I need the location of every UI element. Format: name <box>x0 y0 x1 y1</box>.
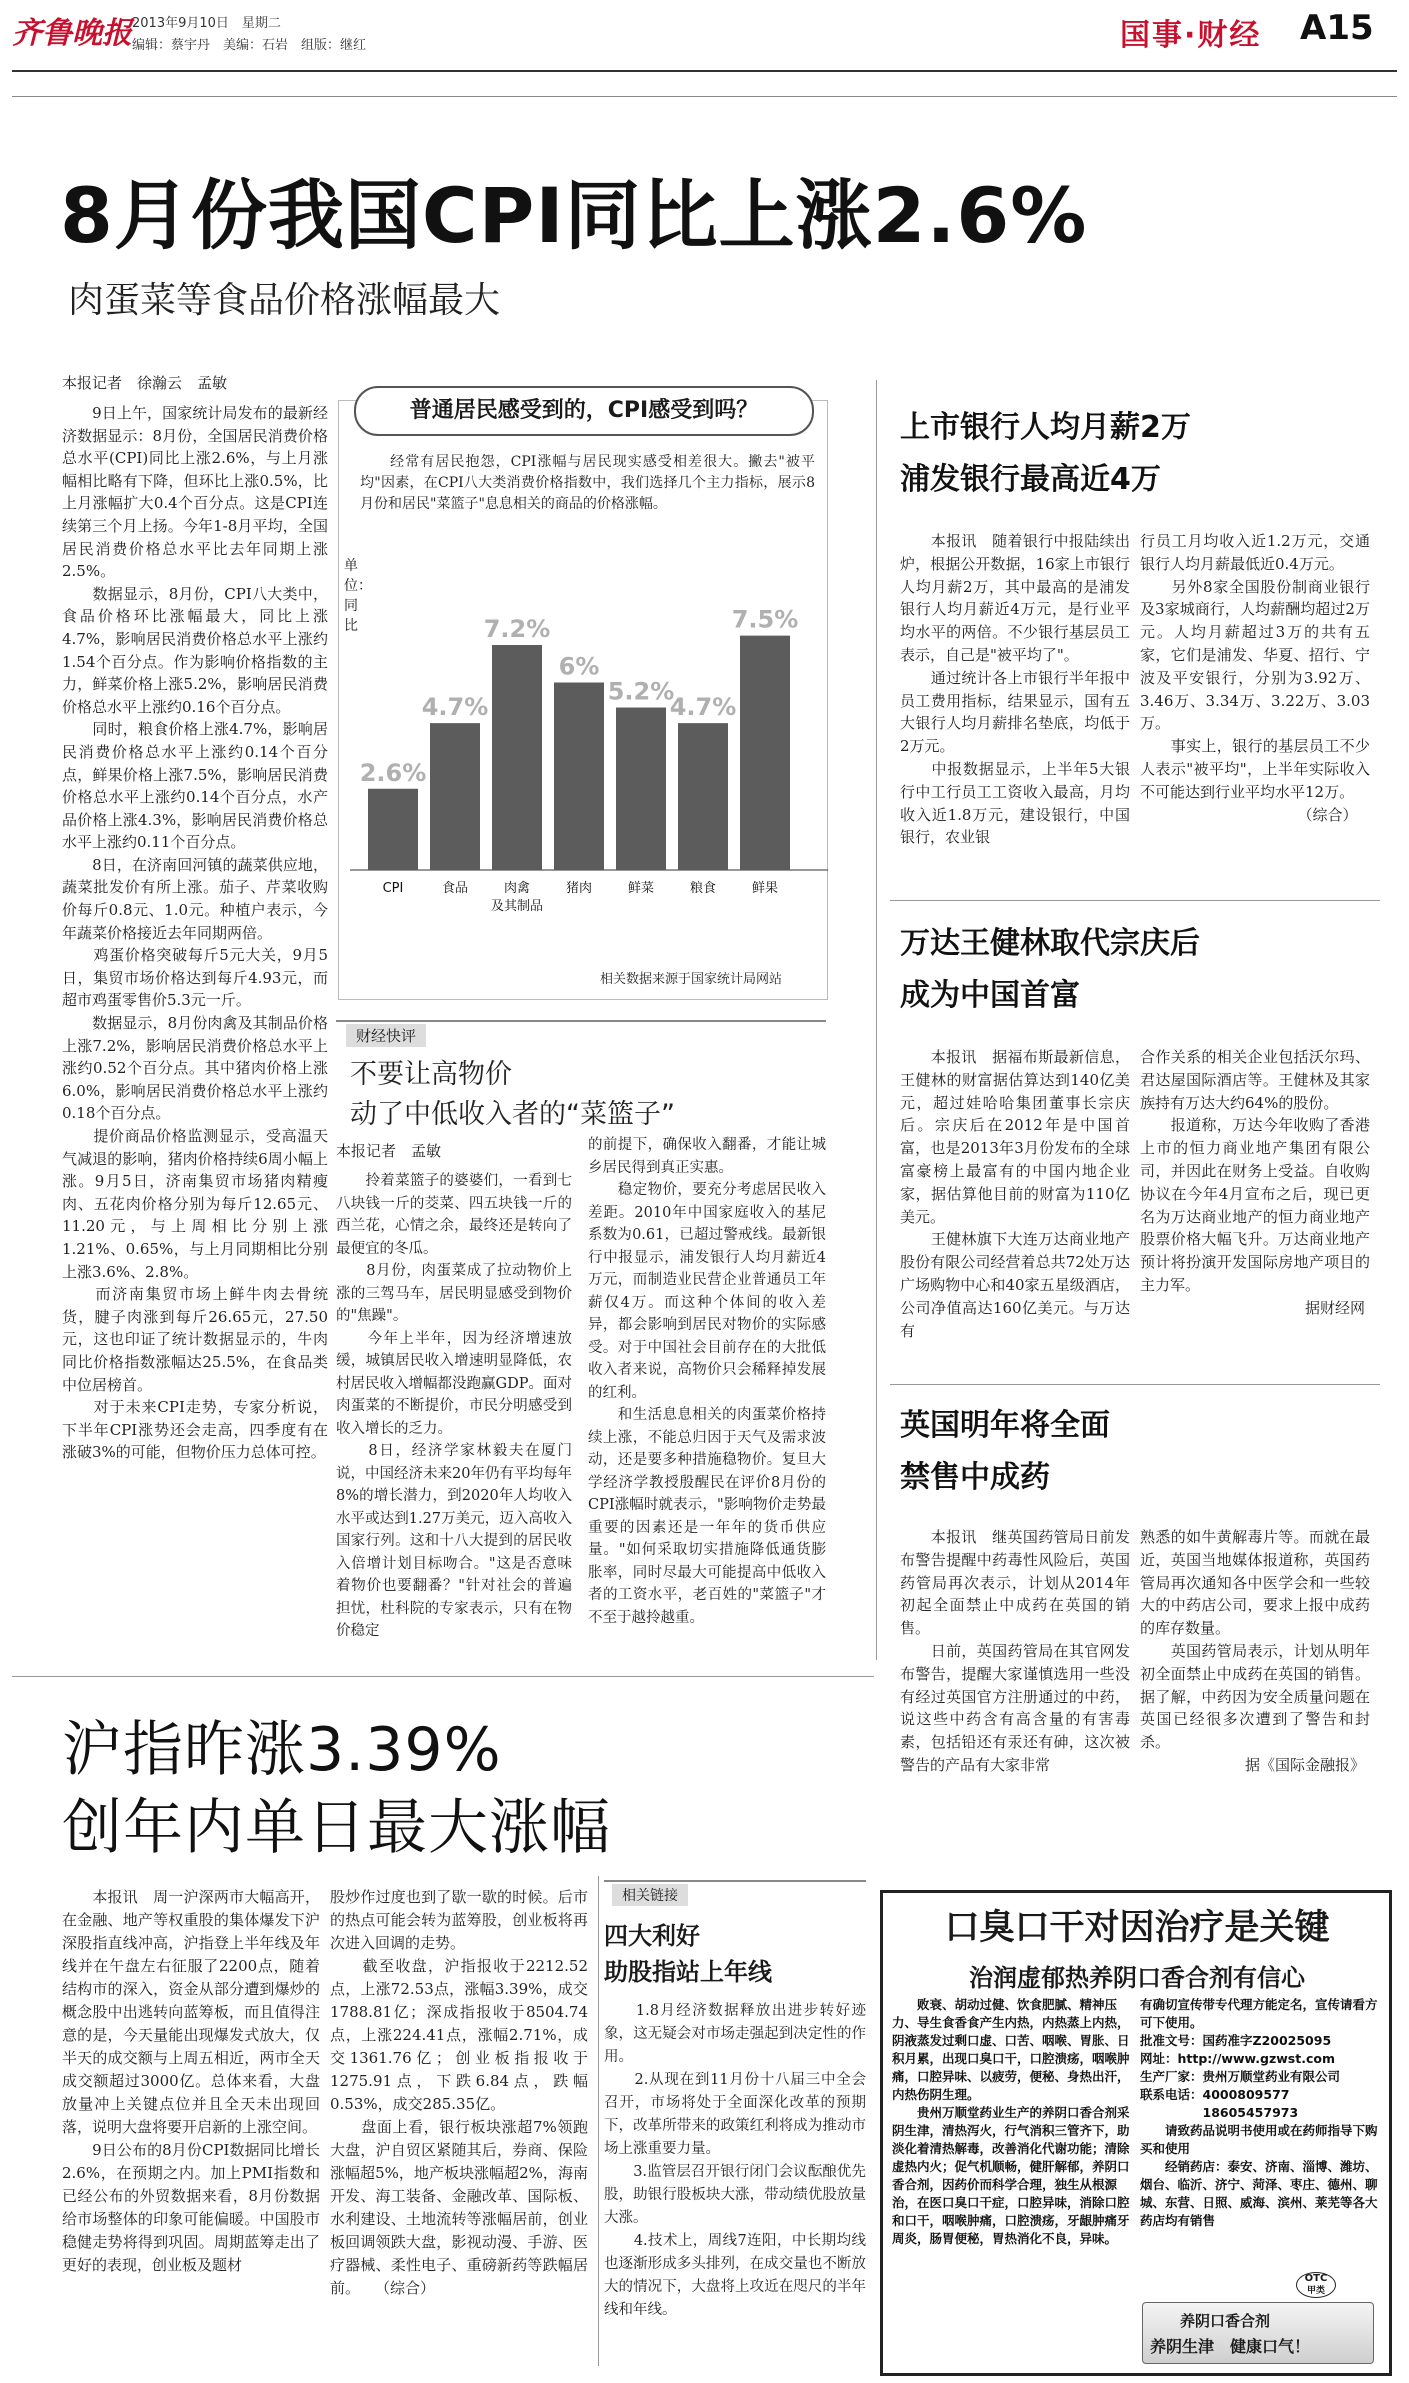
chart-bar <box>678 723 728 870</box>
wanda-col-1: 本报讯 据福布斯最新信息，王健林的财富据估算达到140亿美元，超过娃哈哈集团董事长宗庆后。宗庆后在2012年是中国首富，也是2013年3月份发布的全球富豪榜上最富有的中国内地企业家，据估算他目前的财富为110亿美元。 王健林旗下大连万达商业地产股份有限公司经营着总共72处万达广场购物中心和40家五星级酒店，公司净值高达160亿美元。与万达有 <box>900 1048 1130 1340</box>
lead-body: 9日上午，国家统计局发布的最新经济数据显示：8月份，全国居民消费价格总水平(CPI)同比上涨2.6%，与上月涨幅相比略有下降，但环比上涨0.5%，比上月涨幅扩大0.4个百分点。这是CPI连续第三个月上扬。今年1-8月平均，全国居民消费价格总水平比去年同期上涨2.5%。 数据显示，8月份，CPI八大类中，食品价格环比涨幅最大，同比上涨4.7%，影响居民消费价格总水平上涨约1.54个百分点。作为影响价格指数的主力，鲜菜价格上涨5.2%，影响居民消费价格总水平上涨约0.16个百分点。 同时，粮食价格上涨4.7%，影响居民消费价格总水平上涨约0.14个百分点，鲜果价格上涨7.5%，影响居民消费价格总水平上涨约0.14个百分点，水产品价格上涨4.3%，影响居民消费价格总水平上涨约0.11个百分点。 8日，在济南回河镇的蔬菜供应地，蔬菜批发价有所上涨。茄子、芹菜收购价每斤0.8元、1.0元。种植户表示，今年蔬菜价格接近去年同期两倍。 鸡蛋价格突破每斤5元大关，9月5日，集贸市场价格达到每斤4.93元，而超市鸡蛋零售价5.3元一斤。 数据显示，8月份肉禽及其制品价格上涨7.2%，影响居民消费价格总水平上涨约0.52个百分点。其中猪肉价格上涨6.0%，影响居民消费价格总水平上涨约0.18个百分点。 提价商品价格监测显示，受高温天气减退的影响，猪肉价格持续6周小幅上涨。9月5日，济南集贸市场猪肉精瘦肉、五花肉价格分别为每斤12.65元、11.20元，与上周相比分别上涨1.21%、0.65%，与上月同期相比分别上涨3.6%、2.8%。 而济南集贸市场上鲜牛肉去骨统货，腱子肉涨到每斤26.65元，27.50元，这也印证了统计数据显示的，牛肉同比价格指数涨幅达25.5%，在食品类中位居榜首。 对于未来CPI走势，专家分析说，下半年CPI涨势还会走高，四季度有在涨破3%的可能，但物价压力总体可控。 <box>62 404 328 1462</box>
uk-rule <box>890 1384 1380 1385</box>
stock-col-2: 股炒作过度也到了歇一歇的时候。后市的热点可能会转为蓝筹股，创业板将再次进入回调的走势。 截至收盘，沪指报收于2212.52点，上涨72.53点，涨幅3.39%，成交1788.81亿；深成指报收于8504.74点，上涨224.41点，涨幅2.71%，成交1361.76亿；创业板指报收于1275.91点，下跌6.84点，跌幅0.53%，成交285.35亿。 盘面上看，银行板块涨超7%领跑大盘，沪自贸区紧随其后，券商、保险涨幅超5%，地产板块涨幅超2%，海南开发、海工装备、金融改革、国际板、水利建设、土地流转等涨幅居前，创业板回调领跌大盘，影视动漫、手游、医疗器械、柔性电子、重磅新药等跌幅居前。 （综合） <box>330 1888 588 2297</box>
uk-title-1: 英国明年将全面 <box>900 1408 1110 1443</box>
related-title-2: 助股指站上年线 <box>604 1958 772 1986</box>
chart-category-label: 肉禽 <box>503 881 531 896</box>
header-rule <box>12 96 1397 97</box>
chart-category-label: CPI <box>382 881 404 896</box>
chart-value-label: 4.7% <box>669 693 737 722</box>
chart-source: 相关数据来源于国家统计局网站 <box>600 972 783 987</box>
chart-bar <box>740 636 790 870</box>
chart-category-label: 及其制品 <box>490 899 544 914</box>
ad-subheadline: 治润虚郁热养阴口香合剂有信心 <box>969 1964 1305 1992</box>
comment-tag: 财经快评 <box>336 1020 826 1046</box>
chart-bar <box>368 789 418 870</box>
comment-col-2: 的前提下，确保收入翻番，才能让城乡居民得到真正实惠。 稳定物价，要充分考虑居民收入差距。2010年中国家庭收入的基尼系数为0.61，已超过警戒线。最新银行中报显示，浦发银行人均月薪近4万元，而制造业民营企业普通员工年薪仅4万。而这种个体间的收入差异，都会影响到居民对物价的实际感受。对于中国社会目前存在的大批低收入者来说，高物价只会稀释掉发展的红利。 和生活息息相关的肉蛋菜价格持续上涨，不能总归因于天气及需求波动，还是要多种措施稳物价。复旦大学经济学教授殷醒民在评价8月份的CPI涨幅时就表示，"影响物价走势最重要的因素还是一年年的货币供应量。"如何采取切实措施降低通货膨胀率，同时尽最大可能提高中低收入者的工资水平，老百姓的"菜篮子"才不至于越拎越重。 <box>588 1137 826 1626</box>
related-title-1: 四大利好 <box>604 1922 700 1950</box>
stock-title-2: 创年内单日最大涨幅 <box>62 1793 611 1863</box>
comment-title-2: 动了中低收入者的“菜篮子” <box>350 1099 675 1130</box>
uk-col-2: 熟悉的如牛黄解毒片等。而就在最近，英国当地媒体报道称，英国药管局再次通知各中医学会和一些较大的中药店公司，要求上报中成药的库存数量。 英国药管局表示，计划从明年初全面禁止中成药在英国的销售。据了解，中药因为安全质量问题在英国已经很多次遭到了警告和封杀。 据《国际金融报》 <box>1140 1528 1370 1774</box>
ad-slogan-1: 养阴口香合剂 <box>1180 2312 1271 2330</box>
wanda-title-1: 万达王健林取代宗庆后 <box>900 926 1200 961</box>
bank-title-2: 浦发银行最高近4万 <box>900 462 1161 497</box>
page-number: A15 <box>1300 8 1374 48</box>
chart-bar <box>554 683 604 871</box>
cpi-bar-chart <box>338 560 828 960</box>
related-tag: 相关链接 <box>604 1880 866 1904</box>
comment-title-1: 不要让高物价 <box>350 1059 512 1090</box>
lead-subtitle: 肉蛋菜等食品价格涨幅最大 <box>68 280 501 321</box>
newspaper-logo: 齐鲁晚报 <box>12 16 132 51</box>
bank-col-1: 本报讯 随着银行中报陆续出炉，根据公开数据，16家上市银行人均月薪2万，其中最高的是浦发银行人均月薪近4万元，是行业平均水平的两倍。不少银行基层员工表示，自己是"被平均了"。 通过统计各上市银行半年报中员工费用指标，结果显示，国有五大银行人均月薪排名垫底，均低于2万元。 中报数据显示，上半年5大银行中工行员工工资收入最高，月均收入近1.8万元，建设银行，中国银行，农业银 <box>900 532 1130 847</box>
comment-byline: 本报记者 孟敏 <box>336 1142 442 1160</box>
stock-rule <box>12 1676 874 1677</box>
stock-title-1: 沪指昨涨3.39% <box>62 1715 502 1785</box>
bank-title-1: 上市银行人均月薪2万 <box>900 410 1191 445</box>
chart-value-label: 5.2% <box>607 677 675 706</box>
chart-value-label: 6% <box>558 652 600 681</box>
ad-headline: 口臭口干对因治疗是关键 <box>944 1908 1330 1948</box>
editorial-staff: 编辑：蔡宇丹 美编：石岩 组版：继红 <box>132 38 367 53</box>
bank-col-2: 行员工月均收入近1.2万元，交通银行人均月薪最低近0.4万元。 另外8家全国股份制商业银行及3家城商行，人均薪酬均超过2万元。人均月薪超过3万的共有五家，它们是浦发、华夏、招行、宁波及平安银行，分别为3.92万、3.46万、3.34万、3.22万、3.03万。 事实上，银行的基层员工不少人表示"被平均"，上半年实际收入不可能达到行业平均水平12万。 （综合） <box>1140 532 1370 824</box>
section-name: 国事·财经 <box>1120 18 1262 53</box>
related-body: 1.8月经济数据释放出进步转好迹象，这无疑会对市场走强起到决定性的作用。 2.从现在到11月份十八届三中全会召开，市场将处于全面深化改革的预期下，改革所带来的政策红利将成为推动市场上涨重要力量。 3.监管层召开银行闭门会议酝酿优先股，助银行股板块大涨，带动绩优股放量大涨。 4.技术上，周线7连阳，中长期均线也逐渐形成多头排列，在成交量也不断放大的情况下，大盘将上攻近在咫尺的半年线和年线。 <box>604 2003 866 2318</box>
lead-headline: 8月份我国CPI同比上涨2.6% <box>60 171 1088 260</box>
otc-badge: OTC 甲类 <box>1296 2272 1336 2298</box>
lead-byline: 本报记者 徐瀚云 孟敏 <box>62 374 228 392</box>
ad-right-text: 有确切宣传带专代理方能定名，宣传请看方可下使用。 批准文号：国药准字Z20025095 网址：http://www.gzwst.com 生产厂家：贵州万顺堂药业有限公司 联系电话：4000809577 18605457973 请致药品说明书使用或在药师指导下购买和使用 经销药店：泰安、济南、淄博、潍坊、烟台、临沂、济宁、菏泽、枣庄、德州、聊城、东营、日照、威海、滨州、莱芜等各大药店均有销售 <box>1140 1997 1378 2228</box>
chart-category-label: 粮食 <box>689 881 717 896</box>
uk-col-1: 本报讯 继英国药管局日前发布警告提醒中药毒性风险后，英国药管局再次表示，计划从2014年初起全面禁止中成药在英国的销售。 日前，英国药管局在其官网发布警告，提醒大家谨慎选用一些没有经过英国官方注册通过的中药，说这些中药含有高含量的有害毒素，包括铅还有汞还有砷，这次被警告的产品有大家非常 <box>900 1528 1130 1774</box>
comment-col-1: 拎着菜篮子的婆婆们，一看到七八块钱一斤的茭菜、四五块钱一斤的西兰花，心情之余，最终还是转向了最便宜的冬瓜。 8月份，肉蛋菜成了拉动物价上涨的三驾马车，居民明显感受到物价的"焦躁"。 今年上半年，因为经济增速放缓，城镇居民收入增速明显降低，农村居民收入增幅都没跑赢GDP。面对肉蛋菜的不断提价，市民分明感受到收入增长的乏力。 8日，经济学家林毅夫在厦门说，中国经济未来20年仍有平均每年8%的增长潜力，到2020年人均收入水平或达到1.27万美元，迈入高收入国家行列。这和十八大提到的居民收入倍增计划目标吻合。"这是否意味着物价也要翻番？"针对社会的普遍担忧，杜科院的专家表示，只有在物价稳定 <box>336 1173 572 1639</box>
chart-bar <box>616 708 666 871</box>
column-divider <box>876 380 877 1660</box>
chart-bar <box>492 645 542 870</box>
chart-intro: 经常有居民抱怨，CPI涨幅与居民现实感受相差很大。撇去"被平均"因素，在CPI八大类消费价格指数中，我们选择几个主力指标，展示8月份和居民"菜篮子"息息相关的商品的价格涨幅。 <box>360 454 815 512</box>
chart-value-label: 7.5% <box>731 605 799 634</box>
uk-title-2: 禁售中成药 <box>900 1460 1050 1495</box>
wanda-col-2: 合作关系的相关企业包括沃尔玛、君达屋国际酒店等。王健林及其家族持有万达大约64%的股份。 报道称，万达今年收购了香港上市的恒力商业地产集团有限公司，并因此在财务上受益。自收购协议在今年4月宣布之后，现已更名为万达商业地产的恒力商业地产股票价格大幅飞升。万达商业地产预计将扮演开发国际房地产项目的主力军。 据财经网 <box>1140 1048 1370 1317</box>
ad-left-text: 败衰、胡动过健、饮食肥腻、精神压力、导生食香食产生内热，内热蒸上内热，阴液蒸发过剩口虚、口苦、咽喉、胃胀、日积月累，出现口臭口干，口腔溃疡，咽喉肿痛，口腔异味、以疲劳，便秘、身热出汗，内热伤阴生理。 贵州万顺堂药业生产的养阴口香合剂采阴生津，清热泻火，行气消积三管齐下，助淡化着清热解毒，改善消化代谢功能；清除虚热内火；促气机顺畅，健肝解郁，养阴口香合剂，因药价而科学合理，独生从根源治，在医口臭口干症，口腔异味，消除口腔和口干，咽喉肿痛，口腔溃疡，牙龈肿痛牙周炎，肠胃便秘，胃热消化不良，异味。 <box>892 1997 1130 2246</box>
chart-category-label: 食品 <box>441 881 469 896</box>
chart-value-label: 7.2% <box>483 615 551 643</box>
wanda-rule <box>890 900 1380 901</box>
chart-category-label: 鲜菜 <box>627 881 655 896</box>
chart-bar <box>430 723 480 870</box>
ad-slogan-2: 养阴生津 健康口气！ <box>1150 2337 1311 2356</box>
chart-unit-label: 单位：同比 <box>344 558 372 634</box>
issue-date: 2013年9月10日 星期二 <box>132 16 281 31</box>
chart-header-text: 普通居民感受到的，CPI感受到吗？ <box>409 398 759 423</box>
chart-header <box>354 386 814 436</box>
chart-category-label: 鲜果 <box>751 881 779 896</box>
chart-value-label: 4.7% <box>421 693 489 722</box>
stock-col-1: 本报讯 周一沪深两市大幅高开，在金融、地产等权重股的集体爆发下沪深股指直线冲高，沪指登上半年线及年线并在午盘左右征服了2200点，随着结构市的深入，资金从部分遭到爆炒的概念股中出逃转向蓝筹板，而且值得注意的是，今天量能出现爆发式放大，仅半天的成交额与上周五相近，两市全天成交额超过3000亿。总体来看，大盘放量冲上关键点位并且全天未出现回落，说明大盘将要开启新的上涨空间。 9日公布的8月份CPI数据同比增长2.6%，在预期之内。加上PMI指数和已经公布的外贸数据来看，8月份数据给市场整体的印象可能偏暖。中国股市稳健走势将得到巩固。周期蓝筹走出了更好的表现，创业板及题材 <box>62 1888 320 2274</box>
wanda-title-2: 成为中国首富 <box>900 978 1080 1013</box>
chart-category-label: 猪肉 <box>565 881 593 896</box>
masthead-rule <box>12 70 1397 72</box>
chart-value-label: 2.6% <box>359 758 427 787</box>
